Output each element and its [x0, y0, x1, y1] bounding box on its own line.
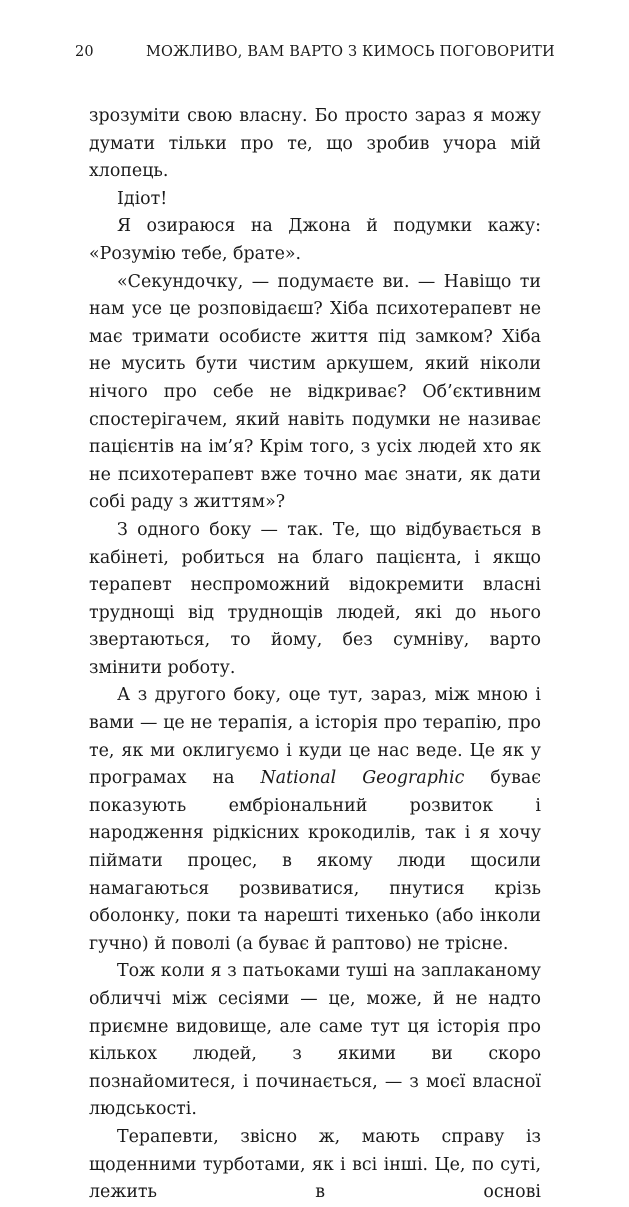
paragraph: З одного боку — так. Те, що відбувається в кабінеті, робиться на благо пацієнта, і якщо терапевт неспроможний відокремити власні труднощі від труднощів людей, які до нього звертаються, то йому, без сумніву, варто змінити роботу.: [89, 519, 541, 678]
magazine-title: National Geographic: [260, 768, 465, 789]
paragraph: Я озираюся на Джона й подумки кажу: «Розумію тебе, брате».: [89, 216, 541, 264]
paragraph: «Секундочку, — подумаєте ви. — Навіщо ти нам усе це розповідаєш? Хіба психотерапевт не має тримати особисте життя під замком? Хіба не мусить бути чистим аркушем, який ніколи нічого про себе не відкриває? Об’єктивним спостерігачем, який навіть подумки не називає пацієнтів на ім’я? Крім того, з усіх людей хто як не психотерапевт вже точно має знати, як дати собі раду з життям»?: [89, 271, 541, 513]
running-title: МОЖЛИВО, ВАМ ВАРТО З КИМОСЬ ПОГОВОРИТИ: [146, 44, 555, 60]
paragraph: [89, 682, 541, 958]
running-header: [75, 44, 555, 64]
paragraph: Ідіот!: [117, 188, 168, 209]
paragraph: Терапевти, звісно ж, мають справу із щоденними турботами, як і всі інші. Це, по суті, лежить в основі: [89, 1126, 541, 1203]
body-text: [89, 103, 541, 1207]
paragraph-text: буває показують ембріональний розвиток і народження рідкісних крокодилів, так і я хочу піймати процес, в якому люди щосили намагаються розвиватися, пнутися крізь оболонку, поки та нарешті тихенько (або інколи гучно) й поволі (а буває й раптово) не трісне.: [89, 768, 541, 954]
page-number: 20: [75, 44, 94, 60]
paragraph: Тож коли я з патьоками туші на заплаканому обличчі між сесіями — це, може, й не надто приємне видовище, але саме тут ця історія про кількох людей, з якими ви скоро познайомитеся, і починається, — з моєї власної людськості.: [89, 961, 541, 1120]
paragraph-text: А з другого боку, оце тут, зараз, між мною і вами — це не терапія, а історія про терапію, про те, як ми оклигуємо і куди це нас веде. Це як у програмах на: [89, 685, 541, 789]
paragraph: зрозуміти свою власну. Бо просто зараз я можу думати тільки про те, що зробив учора мій хлопець.: [89, 106, 541, 182]
